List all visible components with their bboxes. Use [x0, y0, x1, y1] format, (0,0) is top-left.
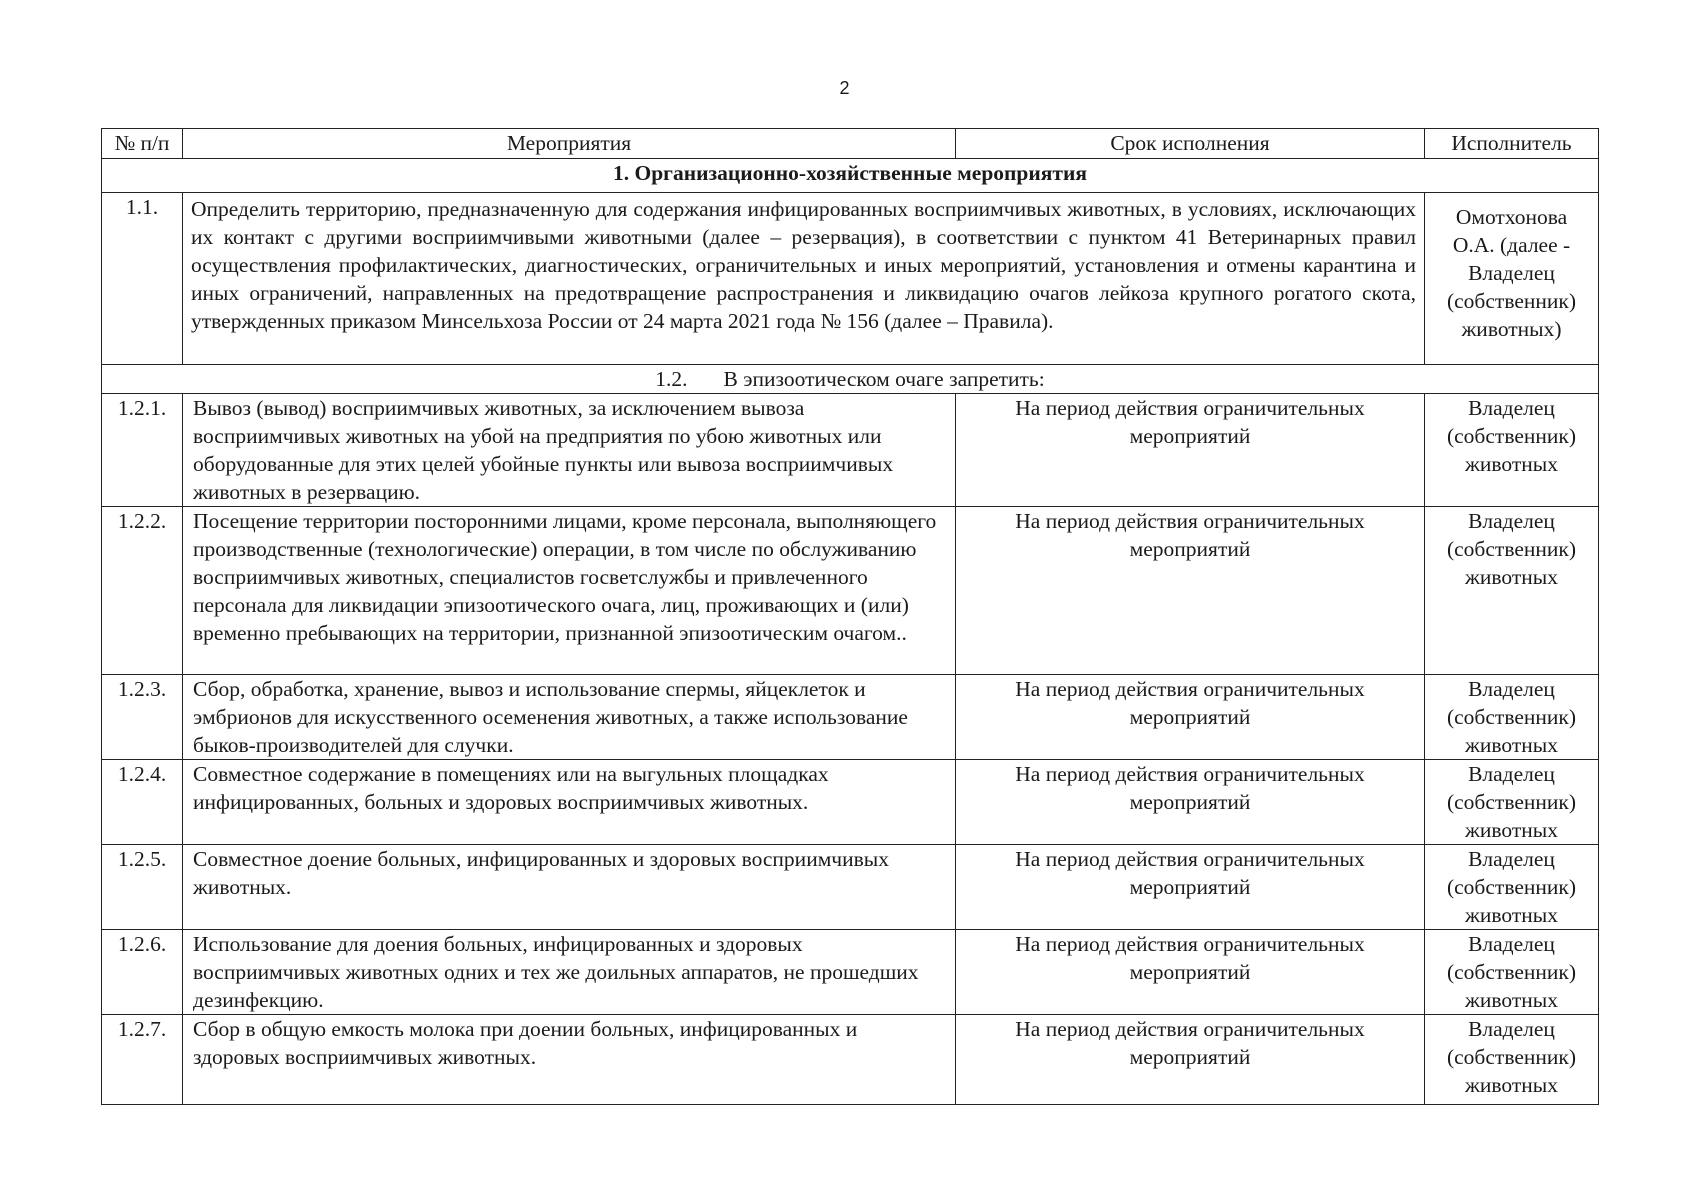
row-number: 1.2.7.: [102, 1015, 183, 1105]
row-text: Сбор в общую емкость молока при доении больных, инфицированных и здоровых восприимчивых животных.: [183, 1015, 956, 1105]
subsection-text: В эпизоотическом очаге запретить:: [723, 367, 1045, 391]
table-row: [102, 1015, 1599, 1105]
table-row-1-1: [102, 193, 1599, 365]
row-text: Использование для доения больных, инфицированных и здоровых восприимчивых животных одних и тех же доильных аппаратов, не прошедших дезинфекцию.: [183, 930, 956, 1015]
row-executor: Владелец (собственник) животных: [1425, 1015, 1599, 1105]
row-executor: Владелец (собственник) животных: [1425, 845, 1599, 930]
table-row: [102, 760, 1599, 845]
row-executor: Владелец (собственник) животных: [1425, 930, 1599, 1015]
table-row: [102, 675, 1599, 760]
header-deadline: Срок исполнения: [956, 129, 1425, 159]
table-header-row: [102, 129, 1599, 159]
subsection-title: [102, 365, 1599, 394]
row-text: Определить территорию, предназначенную для содержания инфицированных восприимчивых животных, в условиях, исключающих их контакт с другими восприимчивыми животными (далее – резервация), в соответствии с пунктом 41 Ветеринарных правил осуществления профилактических, диагностических, ограничительных и иных мероприятий, установления и отмены карантина и иных ограничений, направленных на предотвращение распространения и ликвидацию очагов лейкоза крупного рогатого скота, утвержденных приказом Минсельхоза России от 24 марта 2021 года № 156 (далее – Правила).: [183, 193, 1425, 365]
header-measures: Мероприятия: [183, 129, 956, 159]
row-deadline: На период действия ограничительных мероприятий: [956, 394, 1425, 507]
row-text: Вывоз (вывод) восприимчивых животных, за исключением вывоза восприимчивых животных на убой на предприятия по убою животных или оборудованные для этих целей убойные пункты или вывоза восприимчивых животных в резервацию.: [183, 394, 956, 507]
table-row: [102, 394, 1599, 507]
measures-table: [101, 128, 1599, 1105]
row-text: Посещение территории посторонними лицами, кроме персонала, выполняющего производственные (технологические) операции, в том числе по обслуживанию восприимчивых животных, специалистов госветслужбы и привлеченного персонала для ликвидации эпизоотического очага, лиц, проживающих и (или) временно пребывающих на территории, признанной эпизоотическим очагом..: [183, 507, 956, 675]
subsection-row: [102, 365, 1599, 394]
page-number: 2: [839, 78, 850, 98]
row-executor: Владелец (собственник) животных: [1425, 394, 1599, 507]
table-row: [102, 845, 1599, 930]
row-deadline: На период действия ограничительных мероприятий: [956, 1015, 1425, 1105]
row-number: 1.2.4.: [102, 760, 183, 845]
row-executor: Владелец (собственник) животных: [1425, 675, 1599, 760]
row-number: 1.2.6.: [102, 930, 183, 1015]
row-number: 1.1.: [102, 193, 183, 365]
row-deadline: На период действия ограничительных мероприятий: [956, 507, 1425, 675]
row-deadline: На период действия ограничительных мероприятий: [956, 675, 1425, 760]
row-executor: Владелец (собственник) животных: [1425, 760, 1599, 845]
row-deadline: На период действия ограничительных мероприятий: [956, 930, 1425, 1015]
section-row: [102, 159, 1599, 193]
subsection-number: 1.2.: [655, 367, 688, 391]
row-text: Совместное содержание в помещениях или на выгульных площадках инфицированных, больных и здоровых восприимчивых животных.: [183, 760, 956, 845]
header-executor: Исполнитель: [1425, 129, 1599, 159]
header-num: № п/п: [102, 129, 183, 159]
row-text: Совместное доение больных, инфицированных и здоровых восприимчивых животных.: [183, 845, 956, 930]
section-title: 1. Организационно-хозяйственные мероприятия: [102, 159, 1599, 193]
row-executor: Омотхонова О.А. (далее - Владелец (собственник) животных): [1425, 193, 1599, 365]
row-number: 1.2.2.: [102, 507, 183, 675]
row-number: 1.2.5.: [102, 845, 183, 930]
table-row: [102, 930, 1599, 1015]
row-number: 1.2.1.: [102, 394, 183, 507]
row-executor: Владелец (собственник) животных: [1425, 507, 1599, 675]
table-row: [102, 507, 1599, 675]
row-deadline: На период действия ограничительных мероприятий: [956, 760, 1425, 845]
row-text: Сбор, обработка, хранение, вывоз и использование спермы, яйцеклеток и эмбрионов для искусственного осеменения животных, а также использование быков-производителей для случки.: [183, 675, 956, 760]
row-deadline: На период действия ограничительных мероприятий: [956, 845, 1425, 930]
row-number: 1.2.3.: [102, 675, 183, 760]
